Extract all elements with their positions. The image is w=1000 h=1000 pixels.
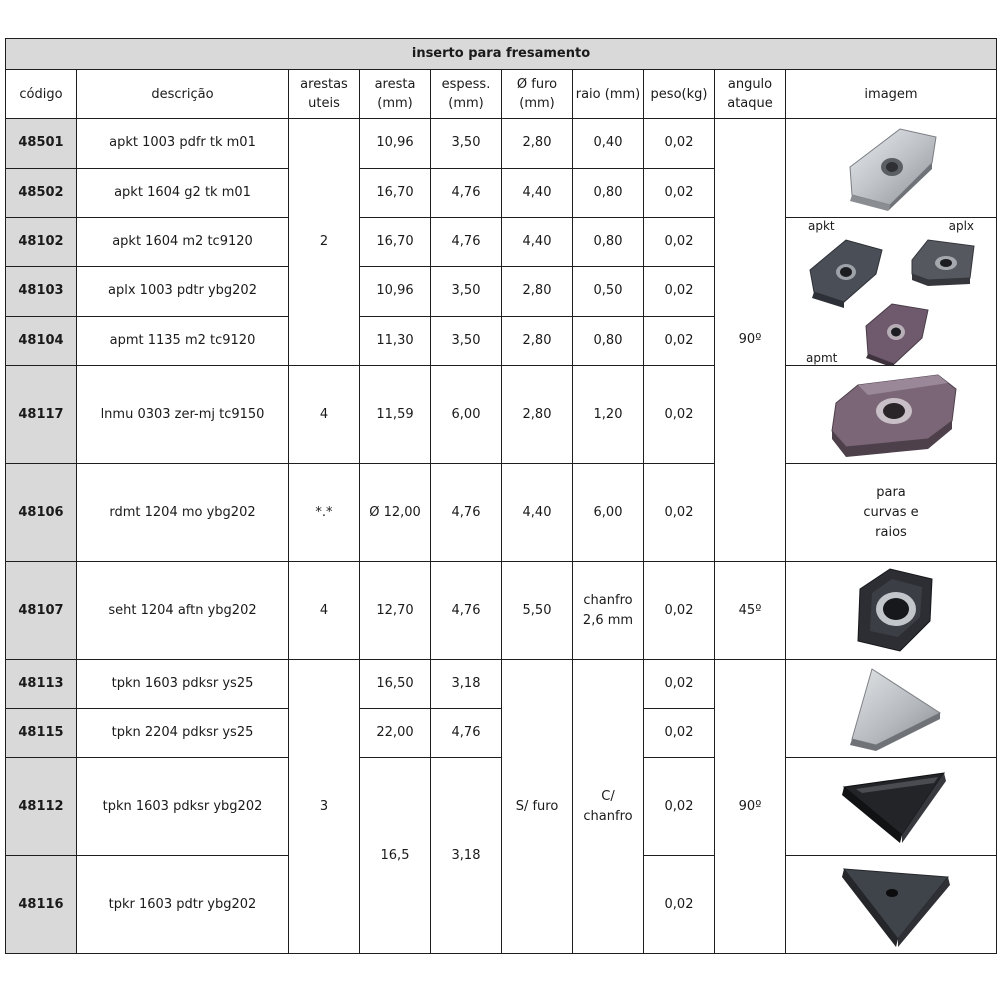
header-imagem: imagem (786, 70, 997, 119)
cell-furo: 4,40 (502, 168, 573, 218)
cell-arestas-merged: 2 (289, 119, 360, 366)
cell-descricao: tpkr 1603 pdtr ybg202 (77, 856, 289, 954)
cell-codigo: 48112 (6, 758, 77, 856)
cell-aresta: Ø 12,00 (360, 464, 431, 562)
header-furo: Ø furo (mm) (502, 70, 573, 119)
cell-descricao: apkt 1003 pdfr tk m01 (77, 119, 289, 169)
cell-furo: 5,50 (502, 562, 573, 660)
cell-furo: 2,80 (502, 316, 573, 365)
insert-table (5, 38, 997, 954)
cell-arestas: *.* (289, 464, 360, 562)
cell-codigo: 48113 (6, 660, 77, 709)
cell-espessura: 3,50 (431, 316, 502, 365)
table-row (6, 464, 997, 562)
cell-peso: 0,02 (644, 366, 715, 464)
apkt-silver-insert-image (788, 119, 997, 217)
cell-codigo: 48117 (6, 366, 77, 464)
cell-peso: 0,02 (644, 267, 715, 316)
header-arestas-uteis: arestas uteis (289, 70, 360, 119)
cell-aresta: 11,59 (360, 366, 431, 464)
label-aplx: aplx (948, 219, 975, 233)
table-row (6, 660, 997, 709)
cell-descricao: apkt 1604 m2 tc9120 (77, 218, 289, 267)
cell-espessura: 3,50 (431, 267, 502, 316)
cell-raio: 0,80 (573, 316, 644, 365)
cell-peso: 0,02 (644, 856, 715, 954)
cell-descricao: tpkn 1603 pdksr ys25 (77, 660, 289, 709)
table-row (6, 562, 997, 660)
cell-angulo: 45º (715, 562, 786, 660)
table-title: inserto para fresamento (6, 39, 997, 70)
cell-codigo: 48106 (6, 464, 77, 562)
cell-furo: 4,40 (502, 464, 573, 562)
tpkn-black-triangle-image (788, 759, 997, 855)
cell-descricao: lnmu 0303 zer-mj tc9150 (77, 366, 289, 464)
table-row (6, 119, 997, 169)
header-row (6, 70, 997, 119)
cell-espessura: 4,76 (431, 562, 502, 660)
table-row (6, 218, 997, 267)
cell-espessura-merged: 3,18 (431, 758, 502, 954)
cell-raio: 6,00 (573, 464, 644, 562)
cell-codigo: 48104 (6, 316, 77, 365)
image-cell-tpkn-silver (786, 660, 997, 758)
cell-aresta: 10,96 (360, 267, 431, 316)
cell-aresta-merged: 16,5 (360, 758, 431, 954)
cell-codigo: 48103 (6, 267, 77, 316)
label-apkt: apkt (808, 219, 835, 233)
cell-furo-merged: S/ furo (502, 660, 573, 954)
cell-descricao: rdmt 1204 mo ybg202 (77, 464, 289, 562)
cell-furo: 2,80 (502, 119, 573, 169)
cell-aresta: 16,70 (360, 218, 431, 267)
cell-angulo-merged: 90º (715, 660, 786, 954)
cell-peso: 0,02 (644, 119, 715, 169)
header-espessura: espess. (mm) (431, 70, 502, 119)
image-cell-tpkr (786, 856, 997, 954)
cell-codigo: 48102 (6, 218, 77, 267)
cell-codigo: 48107 (6, 562, 77, 660)
cell-raio: 0,80 (573, 168, 644, 218)
cell-descricao: apkt 1604 g2 tk m01 (77, 168, 289, 218)
cell-arestas: 4 (289, 562, 360, 660)
cell-aresta: 12,70 (360, 562, 431, 660)
cell-peso: 0,02 (644, 464, 715, 562)
cell-furo: 2,80 (502, 267, 573, 316)
label-apmt: apmt (806, 351, 838, 365)
cell-espessura: 4,76 (431, 168, 502, 218)
cell-codigo: 48501 (6, 119, 77, 169)
image-cell-apkt-silver (786, 119, 997, 218)
image-cell-lnmu (786, 366, 997, 464)
cell-aresta: 16,70 (360, 168, 431, 218)
image-cell-tpkn-black (786, 758, 997, 856)
cell-peso: 0,02 (644, 758, 715, 856)
cell-descricao: tpkn 1603 pdksr ybg202 (77, 758, 289, 856)
cell-raio: 0,40 (573, 119, 644, 169)
cell-peso: 0,02 (644, 660, 715, 709)
cell-raio-merged: C/ chanfro (573, 660, 644, 954)
cell-peso: 0,02 (644, 562, 715, 660)
cell-espessura: 4,76 (431, 709, 502, 758)
cell-descricao: seht 1204 aftn ybg202 (77, 562, 289, 660)
cell-codigo: 48115 (6, 709, 77, 758)
table-row (6, 366, 997, 464)
cell-angulo: para curvas e raios (786, 464, 997, 562)
cell-arestas: 4 (289, 366, 360, 464)
cell-espessura: 4,76 (431, 218, 502, 267)
tpkn-silver-triangle-image (788, 661, 997, 757)
cell-espessura: 6,00 (431, 366, 502, 464)
cell-espessura: 3,50 (431, 119, 502, 169)
cell-espessura: 3,18 (431, 660, 502, 709)
tpkr-dark-triangle-image (788, 857, 997, 953)
table-row (6, 758, 997, 856)
cell-aresta: 22,00 (360, 709, 431, 758)
cell-peso: 0,02 (644, 168, 715, 218)
cell-espessura: 4,76 (431, 464, 502, 562)
cell-codigo: 48502 (6, 168, 77, 218)
seht-square-insert-image (788, 563, 997, 659)
cell-peso: 0,02 (644, 218, 715, 267)
cell-raio: chanfro 2,6 mm (573, 562, 644, 660)
image-cell-seht (786, 562, 997, 660)
image-cell-apkt-aplx-apmt (786, 218, 997, 366)
cell-descricao: apmt 1135 m2 tc9120 (77, 316, 289, 365)
header-angulo: angulo ataque (715, 70, 786, 119)
cell-descricao: tpkn 2204 pdksr ys25 (77, 709, 289, 758)
header-descricao: descrição (77, 70, 289, 119)
cell-peso: 0,02 (644, 316, 715, 365)
cell-furo: 4,40 (502, 218, 573, 267)
cell-raio: 0,50 (573, 267, 644, 316)
cell-descricao: aplx 1003 pdtr ybg202 (77, 267, 289, 316)
cell-angulo-merged: 90º (715, 119, 786, 562)
lnmu-insert-image (788, 367, 997, 463)
header-aresta: aresta (mm) (360, 70, 431, 119)
cell-aresta: 10,96 (360, 119, 431, 169)
cell-arestas-merged: 3 (289, 660, 360, 954)
cell-codigo: 48116 (6, 856, 77, 954)
cell-aresta: 11,30 (360, 316, 431, 365)
header-codigo: código (6, 70, 77, 119)
cell-raio: 1,20 (573, 366, 644, 464)
cell-aresta: 16,50 (360, 660, 431, 709)
cell-peso: 0,02 (644, 709, 715, 758)
header-raio: raio (mm) (573, 70, 644, 119)
cell-furo: 2,80 (502, 366, 573, 464)
cell-raio: 0,80 (573, 218, 644, 267)
apkt-aplx-apmt-inserts-image (788, 218, 997, 365)
header-peso: peso(kg) (644, 70, 715, 119)
